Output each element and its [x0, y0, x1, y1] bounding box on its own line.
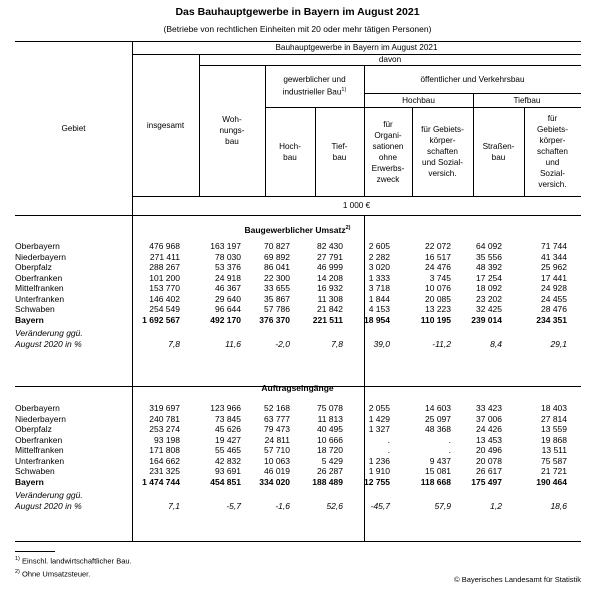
total-row — [15, 477, 581, 488]
header-davon: davon — [378, 55, 402, 64]
table-cell: 24 928 — [541, 283, 567, 293]
table-cell: 24 426 — [476, 424, 502, 434]
table-cell: 7,8 — [331, 339, 343, 349]
table-cell: 476 968 — [149, 241, 180, 251]
table-cell: 17 254 — [476, 272, 502, 283]
table-cell: 11 813 — [317, 413, 343, 424]
table-cell: 492 170 — [210, 314, 241, 325]
copyright: © Bayerisches Landesamt für Statistik — [454, 575, 581, 584]
table-row — [15, 445, 581, 456]
table-row — [15, 414, 581, 425]
header-bauhauptgewerbe: Bauhauptgewerbe in Bayern im August 2021 — [275, 43, 438, 52]
table-cell: 454 851 — [210, 476, 241, 487]
table-cell: 188 489 — [312, 476, 343, 487]
table-cell: 118 668 — [420, 476, 451, 487]
table-cell: 21 721 — [541, 466, 567, 476]
table-cell: 33 423 — [476, 403, 502, 413]
table-row — [15, 304, 581, 315]
table-cell: 46 999 — [317, 262, 343, 272]
table-cell: 288 267 — [149, 262, 180, 272]
table-cell: 23 202 — [476, 293, 502, 304]
table-cell: 48 368 — [425, 424, 451, 434]
table-cell: 17 441 — [541, 272, 567, 283]
row-label: Unterfranken — [15, 293, 65, 304]
table-cell: 33 655 — [264, 283, 290, 293]
table-cell: 45 626 — [215, 424, 241, 434]
table-cell: 13 223 — [425, 304, 451, 314]
table-cell: . — [448, 434, 451, 445]
table-cell: 1 844 — [368, 293, 390, 304]
table-cell: 22 300 — [264, 272, 290, 283]
table-cell: 24 918 — [215, 272, 241, 283]
table-cell: 13 559 — [541, 424, 567, 434]
table-row — [15, 294, 581, 305]
table-row — [15, 241, 581, 252]
table-cell: 1 692 567 — [142, 314, 180, 325]
table-cell: 231 325 — [149, 466, 180, 476]
table-cell: 16 932 — [317, 283, 343, 293]
table-row — [15, 252, 581, 263]
table-cell: 2 055 — [368, 403, 390, 413]
table-cell: 1 333 — [368, 272, 390, 283]
header-gewerblich-label: gewerblicher und industrieller Bau$^{1)}$ — [282, 75, 347, 97]
row-label: Mittelfranken — [15, 283, 64, 293]
table-row — [15, 262, 581, 273]
table-cell: 71 744 — [541, 241, 567, 251]
table-cell: 175 497 — [471, 476, 502, 487]
table-cell: 123 966 — [210, 403, 241, 413]
footnote-1: $^{1)}$ Einschl. landwirtschaftlicher Bau. — [15, 556, 132, 566]
table-cell: -2,0 — [275, 339, 290, 349]
table-cell: 48 392 — [476, 262, 502, 272]
table-cell: 41 344 — [541, 251, 567, 262]
header-insgesamt: insgesamt — [146, 120, 185, 130]
table-cell: 110 195 — [420, 314, 451, 325]
table-cell: 96 644 — [215, 304, 241, 314]
header-hochbau-group: Hochbau — [402, 95, 435, 105]
table-cell: 55 465 — [215, 445, 241, 455]
table-cell: 70 827 — [264, 241, 290, 251]
footnote-2: $^{2)}$ Ohne Umsatzsteuer. — [15, 568, 91, 578]
row-label: Mittelfranken — [15, 445, 64, 455]
table-row — [15, 466, 581, 477]
table-cell: -11,2 — [432, 339, 451, 349]
table-cell: 22 072 — [425, 241, 451, 251]
table-row — [15, 424, 581, 435]
table-cell: 24 476 — [425, 262, 451, 272]
header-strassenbau: Straßen- bau — [482, 141, 515, 162]
header-unit: 1 000 € — [342, 201, 371, 210]
table-cell: 18 092 — [476, 283, 502, 293]
table-cell: 234 351 — [536, 314, 567, 325]
page-subtitle: (Betriebe von rechtlichen Einheiten mit 20 oder mehr tätigen Personen) — [163, 24, 432, 34]
table-cell: 271 411 — [149, 251, 180, 262]
table-cell: 4 153 — [368, 304, 390, 314]
table-cell: 7,1 — [168, 501, 180, 511]
table-cell: 21 842 — [317, 304, 343, 314]
table-cell: 240 781 — [149, 413, 180, 424]
header-gebietskoerperschaften-hoch: für Gebiets- körper- schaften und Sozial- versich. — [421, 125, 464, 178]
table-row — [15, 403, 581, 414]
header-gebietskoerperschaften-tief: für Gebiets- körper- schaften und Sozial- versich. — [537, 114, 568, 189]
table-cell: 19 868 — [541, 434, 567, 445]
table-cell: 26 617 — [476, 466, 502, 476]
header-gebiet: Gebiet — [61, 123, 86, 133]
table-cell: 3 718 — [368, 283, 390, 293]
table-cell: 20 496 — [476, 445, 502, 455]
table-cell: 39,0 — [373, 339, 390, 349]
table-row — [15, 273, 581, 284]
table-cell: 18 403 — [541, 403, 567, 413]
table-cell: 42 832 — [215, 455, 241, 466]
table-cell: . — [387, 434, 390, 445]
row-label: Oberpfalz — [15, 424, 52, 434]
table-cell: 2 282 — [368, 251, 390, 262]
table-cell: 190 464 — [536, 476, 567, 487]
table-cell: 10 063 — [264, 455, 290, 466]
table-cell: 7,8 — [168, 339, 180, 349]
table-cell: 253 274 — [149, 424, 180, 434]
table-cell: 29 640 — [215, 293, 241, 304]
table-cell: 1 474 744 — [142, 476, 180, 487]
table-cell: 20 085 — [425, 293, 451, 304]
footnotes — [15, 551, 132, 579]
table-cell: 163 197 — [210, 241, 241, 251]
table-cell: 63 777 — [264, 413, 290, 424]
table-cell: -1,6 — [275, 501, 290, 511]
section-rows-auftragseingaenge — [15, 403, 581, 512]
table-cell: 334 020 — [259, 476, 290, 487]
table-cell: 1 429 — [368, 413, 390, 424]
header-tiefbau-group: Tiefbau — [513, 95, 541, 105]
table-cell: 57 786 — [264, 304, 290, 314]
section-title-auftragseingaenge: Auftragseingänge — [261, 383, 334, 393]
footnote-ref-2: 2) — [345, 225, 351, 232]
table-cell: 153 770 — [149, 283, 180, 293]
row-label: Oberbayern — [15, 403, 60, 413]
header-gewerblich — [265, 65, 364, 107]
table-cell: 24 811 — [264, 434, 290, 445]
table-cell: 32 425 — [476, 304, 502, 314]
table-cell: 11 308 — [317, 293, 343, 304]
table-cell: 2 605 — [368, 241, 390, 251]
row-label: Oberbayern — [15, 241, 60, 251]
page-title: Das Bauhauptgewerbe in Bayern im August 2021 — [175, 6, 420, 18]
table-cell: 16 517 — [425, 251, 451, 262]
header-wohnungsbau: Woh- nungs- bau — [219, 115, 245, 146]
row-label: Niederbayern — [15, 413, 67, 424]
table-cell: 35 867 — [264, 293, 290, 304]
table-cell: 3 020 — [368, 262, 390, 272]
footnote-ref-1: 1) — [341, 87, 347, 94]
table-cell: 171 808 — [149, 445, 180, 455]
table-cell: 319 697 — [149, 403, 180, 413]
table-cell: . — [448, 445, 451, 455]
table-cell: 52,6 — [326, 501, 343, 511]
header-hochbau: Hoch- bau — [279, 141, 301, 162]
row-label: Veränderung ggü. August 2020 in % — [15, 328, 83, 349]
table-cell: 18,6 — [550, 501, 567, 511]
table-cell: 10 666 — [317, 434, 343, 445]
table-cell: 46 367 — [215, 283, 241, 293]
table-cell: 27 814 — [541, 413, 567, 424]
table-cell: 24 455 — [541, 293, 567, 304]
table-cell: 10 076 — [425, 283, 451, 293]
table-cell: 11,6 — [225, 339, 241, 349]
row-label: Oberfranken — [15, 272, 63, 283]
table-cell: 1,2 — [490, 501, 502, 511]
table-cell: 69 892 — [264, 251, 290, 262]
table-cell: 13 453 — [476, 434, 502, 445]
table-cell: 79 473 — [264, 424, 290, 434]
table-cell: 78 030 — [215, 251, 241, 262]
table-cell: 254 549 — [149, 304, 180, 314]
table-cell: 3 745 — [429, 272, 451, 283]
table-row — [15, 283, 581, 294]
table-cell: 53 376 — [215, 262, 241, 272]
table-cell: 239 014 — [471, 314, 502, 325]
table-cell: 13 511 — [541, 445, 567, 455]
table-cell: -45,7 — [370, 501, 390, 511]
table-cell: 1 327 — [368, 424, 390, 434]
table-cell: 29,1 — [550, 339, 567, 349]
row-label: Veränderung ggü. August 2020 in % — [15, 490, 83, 511]
table-cell: 18 954 — [364, 314, 390, 325]
table-cell: 37 006 — [476, 413, 502, 424]
table-cell: 75 587 — [541, 455, 567, 466]
table-cell: 19 427 — [215, 434, 241, 445]
table-cell: 5 429 — [321, 455, 343, 466]
table-cell: 25 097 — [425, 413, 451, 424]
row-label: Bayern — [15, 314, 44, 325]
row-label: Oberfranken — [15, 434, 63, 445]
table-cell: 15 081 — [425, 466, 451, 476]
header-organisationen: für Organi- sationen ohne Erwerbs- zweck — [371, 119, 405, 184]
table-cell: 28 476 — [541, 304, 567, 314]
row-label: Schwaben — [15, 466, 55, 476]
table-cell: 93 691 — [215, 466, 241, 476]
row-label: Niederbayern — [15, 251, 67, 262]
table-header — [15, 41, 581, 216]
table-cell: 57 710 — [264, 445, 290, 455]
header-tiefbau: Tief- bau — [331, 141, 348, 162]
table-cell: 221 511 — [312, 314, 343, 325]
table-cell: 25 962 — [541, 262, 567, 272]
table-row — [15, 456, 581, 467]
table-cell: 27 791 — [317, 251, 343, 262]
table-cell: 46 019 — [264, 466, 290, 476]
table-cell: . — [387, 445, 390, 455]
table-cell: 146 402 — [149, 293, 180, 304]
total-row — [15, 315, 581, 326]
section-rows-umsatz — [15, 241, 581, 350]
table-cell: 14 208 — [317, 272, 343, 283]
table-cell: 164 662 — [149, 455, 180, 466]
table-cell: 40 495 — [317, 424, 343, 434]
table-cell: 14 603 — [425, 403, 451, 413]
row-label: Oberpfalz — [15, 262, 52, 272]
table-cell: 26 287 — [317, 466, 343, 476]
row-label: Unterfranken — [15, 455, 65, 466]
table-cell: 35 556 — [476, 251, 502, 262]
table-cell: 1 910 — [368, 466, 390, 476]
table-cell: 82 430 — [317, 241, 343, 251]
table-cell: 75 078 — [317, 403, 343, 413]
table-cell: 9 437 — [429, 455, 451, 466]
row-label: Bayern — [15, 476, 44, 487]
table-cell: 64 092 — [476, 241, 502, 251]
row-label: Schwaben — [15, 304, 55, 314]
change-row — [15, 328, 581, 350]
table-cell: 18 720 — [317, 445, 343, 455]
table-cell: 93 198 — [154, 434, 180, 445]
header-oeffentlich: öffentlicher und Verkehrsbau — [420, 74, 525, 84]
table-cell: 86 041 — [264, 262, 290, 272]
table-cell: -5,7 — [226, 501, 241, 511]
table-cell: 20 078 — [476, 455, 502, 466]
table-cell: 376 370 — [259, 314, 290, 325]
table-cell: 8,4 — [490, 339, 502, 349]
change-row — [15, 490, 581, 512]
table-cell: 12 755 — [364, 476, 390, 487]
table-cell: 73 845 — [215, 413, 241, 424]
table-cell: 1 236 — [368, 455, 390, 466]
section-title-umsatz: Baugewerblicher Umsatz$^{2)}$ — [244, 225, 351, 235]
table-cell: 57,9 — [434, 501, 451, 511]
table-row — [15, 435, 581, 446]
table-cell: 101 200 — [149, 272, 180, 283]
table-cell: 52 168 — [264, 403, 290, 413]
